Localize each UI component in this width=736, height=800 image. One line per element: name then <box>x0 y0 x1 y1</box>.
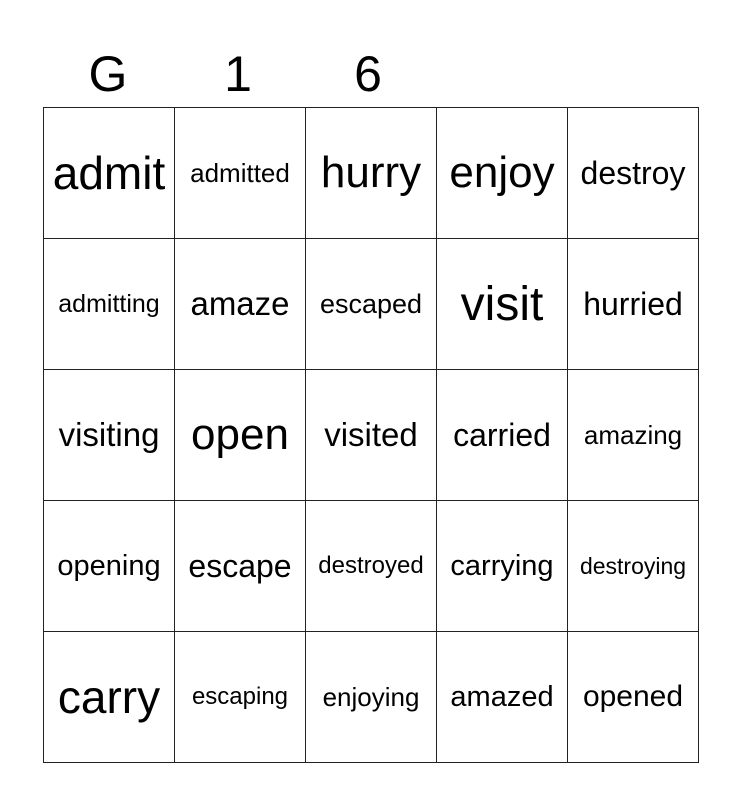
bingo-cell[interactable]: carry <box>44 632 175 763</box>
bingo-cell[interactable]: admit <box>44 108 175 239</box>
header-letter-4 <box>433 42 563 106</box>
bingo-cell[interactable]: admitting <box>44 239 175 370</box>
bingo-cell[interactable]: hurry <box>306 108 437 239</box>
bingo-cell[interactable]: destroy <box>568 108 699 239</box>
bingo-cell[interactable]: visit <box>437 239 568 370</box>
bingo-cell[interactable]: amazing <box>568 370 699 501</box>
bingo-cell[interactable]: visiting <box>44 370 175 501</box>
board-row <box>44 370 699 501</box>
board-row <box>44 632 699 763</box>
bingo-cell[interactable]: opening <box>44 501 175 632</box>
bingo-cell[interactable]: destroying <box>568 501 699 632</box>
bingo-board <box>43 107 699 763</box>
board-row <box>44 501 699 632</box>
bingo-cell[interactable]: carrying <box>437 501 568 632</box>
header-letter-1: G <box>88 46 128 102</box>
bingo-cell[interactable]: escape <box>175 501 306 632</box>
bingo-cell[interactable]: admitted <box>175 108 306 239</box>
bingo-cell[interactable]: enjoying <box>306 632 437 763</box>
bingo-cell[interactable]: escaping <box>175 632 306 763</box>
header-letter-5 <box>563 42 693 106</box>
bingo-header <box>43 42 693 106</box>
bingo-cell[interactable]: amazed <box>437 632 568 763</box>
bingo-cell[interactable]: enjoy <box>437 108 568 239</box>
bingo-cell[interactable]: hurried <box>568 239 699 370</box>
bingo-cell[interactable]: destroyed <box>306 501 437 632</box>
bingo-cell[interactable]: escaped <box>306 239 437 370</box>
board-row <box>44 108 699 239</box>
bingo-cell[interactable]: amaze <box>175 239 306 370</box>
bingo-cell[interactable]: carried <box>437 370 568 501</box>
bingo-cell[interactable]: visited <box>306 370 437 501</box>
bingo-cell[interactable]: open <box>175 370 306 501</box>
bingo-cell[interactable]: opened <box>568 632 699 763</box>
header-letter-3: 6 <box>354 46 382 102</box>
board-row <box>44 239 699 370</box>
header-letter-2: 1 <box>224 46 252 102</box>
